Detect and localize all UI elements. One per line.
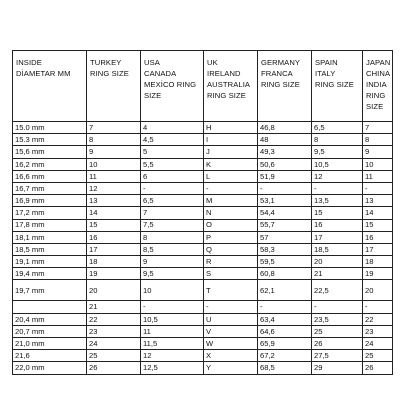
header-line: MEXİCO RING bbox=[144, 80, 197, 89]
table-row bbox=[13, 268, 393, 280]
header-line: TURKEY bbox=[90, 58, 122, 67]
table-cell: P bbox=[204, 231, 258, 243]
table-cell: 6,5 bbox=[312, 122, 363, 134]
table-cell: 10,5 bbox=[141, 313, 204, 325]
header-line: RING SIZE bbox=[261, 80, 300, 89]
table-cell: 11 bbox=[87, 170, 141, 182]
table-cell: 57 bbox=[258, 231, 312, 243]
header-germany bbox=[258, 51, 312, 122]
table-cell: 26 bbox=[363, 362, 393, 374]
table-row bbox=[13, 195, 393, 207]
table-cell: 29 bbox=[312, 362, 363, 374]
table-cell bbox=[13, 301, 87, 313]
table-cell: 59,5 bbox=[258, 256, 312, 268]
table-row bbox=[13, 182, 393, 194]
ring-size-table bbox=[12, 50, 393, 375]
header-spain bbox=[312, 51, 363, 122]
table-cell: 26 bbox=[312, 338, 363, 350]
table-cell: 16,9 mm bbox=[13, 195, 87, 207]
table-cell: 23,5 bbox=[312, 313, 363, 325]
table-cell: 24 bbox=[87, 338, 141, 350]
header-line: IRELAND bbox=[207, 69, 241, 78]
table-cell: 63,4 bbox=[258, 313, 312, 325]
table-cell: 6,5 bbox=[141, 195, 204, 207]
table-cell: 12 bbox=[312, 170, 363, 182]
table-cell: 10 bbox=[87, 158, 141, 170]
table-row bbox=[13, 207, 393, 219]
table-row bbox=[13, 158, 393, 170]
table-cell: 16 bbox=[87, 231, 141, 243]
table-cell: 13 bbox=[87, 195, 141, 207]
table-cell: 65,9 bbox=[258, 338, 312, 350]
table-cell: 18 bbox=[363, 256, 393, 268]
table-cell: R bbox=[204, 256, 258, 268]
table-cell: 22 bbox=[87, 313, 141, 325]
table-cell: 14 bbox=[87, 207, 141, 219]
table-cell: 17 bbox=[312, 231, 363, 243]
table-cell: 10 bbox=[363, 158, 393, 170]
header-line: CHINA bbox=[366, 69, 391, 78]
table-cell: 68,5 bbox=[258, 362, 312, 374]
header-line: UK bbox=[207, 58, 218, 67]
table-cell: 9,5 bbox=[312, 146, 363, 158]
ring-size-chart bbox=[12, 50, 392, 375]
header-line: ITALY bbox=[315, 69, 336, 78]
table-row bbox=[13, 362, 393, 374]
table-row bbox=[13, 219, 393, 231]
table-cell: 54,4 bbox=[258, 207, 312, 219]
table-cell: 50,6 bbox=[258, 158, 312, 170]
table-row bbox=[13, 350, 393, 362]
table-cell: 4,5 bbox=[141, 134, 204, 146]
header-row bbox=[13, 51, 393, 122]
table-cell: 16 bbox=[363, 231, 393, 243]
header-line: RING SIZE bbox=[315, 80, 354, 89]
table-cell: 25 bbox=[363, 350, 393, 362]
table-cell: 25 bbox=[87, 350, 141, 362]
table-cell: 23 bbox=[363, 325, 393, 337]
table-cell: 15,6 mm bbox=[13, 146, 87, 158]
table-cell: - bbox=[141, 182, 204, 194]
header-line: CANADA bbox=[144, 69, 177, 78]
header-line: DİAMETAR MM bbox=[16, 69, 71, 78]
table-cell: 19 bbox=[87, 268, 141, 280]
table-cell: M bbox=[204, 195, 258, 207]
table-cell: 27,5 bbox=[312, 350, 363, 362]
table-cell: T bbox=[204, 280, 258, 301]
table-cell: 21 bbox=[87, 301, 141, 313]
table-cell: O bbox=[204, 219, 258, 231]
table-cell: 7 bbox=[363, 122, 393, 134]
table-cell: I bbox=[204, 134, 258, 146]
table-cell: 8 bbox=[141, 231, 204, 243]
header-line: RING SIZE bbox=[90, 69, 129, 78]
table-cell: 7 bbox=[141, 207, 204, 219]
table-cell: 20 bbox=[363, 280, 393, 301]
table-cell: 20 bbox=[87, 280, 141, 301]
table-cell: 9 bbox=[87, 146, 141, 158]
table-cell: 16,7 mm bbox=[13, 182, 87, 194]
table-cell: - bbox=[312, 301, 363, 313]
table-cell: 16,2 mm bbox=[13, 158, 87, 170]
table-cell: 23 bbox=[87, 325, 141, 337]
table-cell: 15 bbox=[87, 219, 141, 231]
table-row bbox=[13, 134, 393, 146]
table-cell: - bbox=[204, 182, 258, 194]
table-cell: 19 bbox=[363, 268, 393, 280]
table-cell: V bbox=[204, 325, 258, 337]
header-turkey bbox=[87, 51, 141, 122]
header-line: INDIA bbox=[366, 80, 387, 89]
table-cell: - bbox=[363, 182, 393, 194]
table-row bbox=[13, 280, 393, 301]
table-cell: 16,6 mm bbox=[13, 170, 87, 182]
header-line: GERMANY bbox=[261, 58, 301, 67]
table-cell: 7 bbox=[87, 122, 141, 134]
table-cell: 15 bbox=[363, 219, 393, 231]
table-cell: U bbox=[204, 313, 258, 325]
table-cell: 20,7 mm bbox=[13, 325, 87, 337]
table-cell: 26 bbox=[87, 362, 141, 374]
table-cell: 11,5 bbox=[141, 338, 204, 350]
table-cell: 15 bbox=[312, 207, 363, 219]
table-cell: 14 bbox=[363, 207, 393, 219]
table-cell: 60,8 bbox=[258, 268, 312, 280]
table-cell: 46,8 bbox=[258, 122, 312, 134]
header-line: SIZE bbox=[366, 102, 384, 111]
table-cell: 13 bbox=[363, 195, 393, 207]
header-line: USA bbox=[144, 58, 160, 67]
header-japan bbox=[363, 51, 393, 122]
header-line: JAPAN bbox=[366, 58, 391, 67]
table-cell: 18,1 mm bbox=[13, 231, 87, 243]
table-cell: J bbox=[204, 146, 258, 158]
table-cell: 8 bbox=[312, 134, 363, 146]
table-row bbox=[13, 325, 393, 337]
header-line: SPAIN bbox=[315, 58, 338, 67]
table-cell: 13,5 bbox=[312, 195, 363, 207]
header-line: AUSTRALIA bbox=[207, 80, 251, 89]
table-cell: 15.0 mm bbox=[13, 122, 87, 134]
table-row bbox=[13, 122, 393, 134]
header-inside-diameter bbox=[13, 51, 87, 122]
table-cell: 22 bbox=[363, 313, 393, 325]
table-cell: 10 bbox=[141, 280, 204, 301]
table-cell: 10,5 bbox=[312, 158, 363, 170]
table-cell: X bbox=[204, 350, 258, 362]
table-cell: 4 bbox=[141, 122, 204, 134]
table-cell: 12,5 bbox=[141, 362, 204, 374]
table-cell: 21 bbox=[312, 268, 363, 280]
table-row bbox=[13, 146, 393, 158]
table-cell: 5,5 bbox=[141, 158, 204, 170]
table-cell: Y bbox=[204, 362, 258, 374]
table-cell: 20 bbox=[312, 256, 363, 268]
table-cell: - bbox=[141, 301, 204, 313]
table-cell: Q bbox=[204, 243, 258, 255]
table-row bbox=[13, 243, 393, 255]
table-cell: 8,5 bbox=[141, 243, 204, 255]
table-cell: 6 bbox=[141, 170, 204, 182]
header-line: RING bbox=[366, 91, 386, 100]
table-cell: 22,0 mm bbox=[13, 362, 87, 374]
table-cell: 17,8 mm bbox=[13, 219, 87, 231]
table-cell: - bbox=[363, 301, 393, 313]
table-cell: 7,5 bbox=[141, 219, 204, 231]
table-cell: 12 bbox=[87, 182, 141, 194]
header-usa bbox=[141, 51, 204, 122]
table-cell: 19,4 mm bbox=[13, 268, 87, 280]
table-cell: W bbox=[204, 338, 258, 350]
table-cell: 62,1 bbox=[258, 280, 312, 301]
table-cell: L bbox=[204, 170, 258, 182]
table-cell: 18 bbox=[87, 256, 141, 268]
table-row bbox=[13, 170, 393, 182]
table-cell: 20,4 mm bbox=[13, 313, 87, 325]
table-cell: K bbox=[204, 158, 258, 170]
table-row bbox=[13, 231, 393, 243]
table-cell: 18,5 mm bbox=[13, 243, 87, 255]
table-row bbox=[13, 301, 393, 313]
table-cell: 53,1 bbox=[258, 195, 312, 207]
table-cell: 21,0 mm bbox=[13, 338, 87, 350]
table-cell: 12 bbox=[141, 350, 204, 362]
table-cell: 48 bbox=[258, 134, 312, 146]
table-cell: 15.3 mm bbox=[13, 134, 87, 146]
table-cell: 64,6 bbox=[258, 325, 312, 337]
table-cell: 22,5 bbox=[312, 280, 363, 301]
table-cell: 9 bbox=[141, 256, 204, 268]
table-cell: 19,1 mm bbox=[13, 256, 87, 268]
table-cell: 17,2 mm bbox=[13, 207, 87, 219]
table-cell: 67,2 bbox=[258, 350, 312, 362]
table-cell: N bbox=[204, 207, 258, 219]
table-cell: - bbox=[258, 301, 312, 313]
table-cell: 17 bbox=[363, 243, 393, 255]
table-row bbox=[13, 338, 393, 350]
table-cell: 19,7 mm bbox=[13, 280, 87, 301]
table-cell: 25 bbox=[312, 325, 363, 337]
table-cell: 5 bbox=[141, 146, 204, 158]
header-line: INSIDE bbox=[16, 58, 42, 67]
header-line: FRANCA bbox=[261, 69, 293, 78]
table-cell: 18,5 bbox=[312, 243, 363, 255]
table-cell: - bbox=[312, 182, 363, 194]
table-cell: 58,3 bbox=[258, 243, 312, 255]
table-cell: 11 bbox=[141, 325, 204, 337]
table-cell: 8 bbox=[363, 134, 393, 146]
table-cell: 9,5 bbox=[141, 268, 204, 280]
table-cell: 51,9 bbox=[258, 170, 312, 182]
table-cell: 17 bbox=[87, 243, 141, 255]
table-cell: - bbox=[204, 301, 258, 313]
table-cell: 49,3 bbox=[258, 146, 312, 158]
table-cell: 9 bbox=[363, 146, 393, 158]
table-cell: S bbox=[204, 268, 258, 280]
table-cell: 24 bbox=[363, 338, 393, 350]
table-cell: 11 bbox=[363, 170, 393, 182]
table-cell: H bbox=[204, 122, 258, 134]
table-cell: 16 bbox=[312, 219, 363, 231]
table-cell: 8 bbox=[87, 134, 141, 146]
table-row bbox=[13, 256, 393, 268]
header-line: SIZE bbox=[144, 91, 162, 100]
table-row bbox=[13, 313, 393, 325]
header-uk bbox=[204, 51, 258, 122]
table-cell: 55,7 bbox=[258, 219, 312, 231]
table-cell: 21,6 bbox=[13, 350, 87, 362]
header-line: RING SIZE bbox=[207, 91, 246, 100]
table-cell: - bbox=[258, 182, 312, 194]
